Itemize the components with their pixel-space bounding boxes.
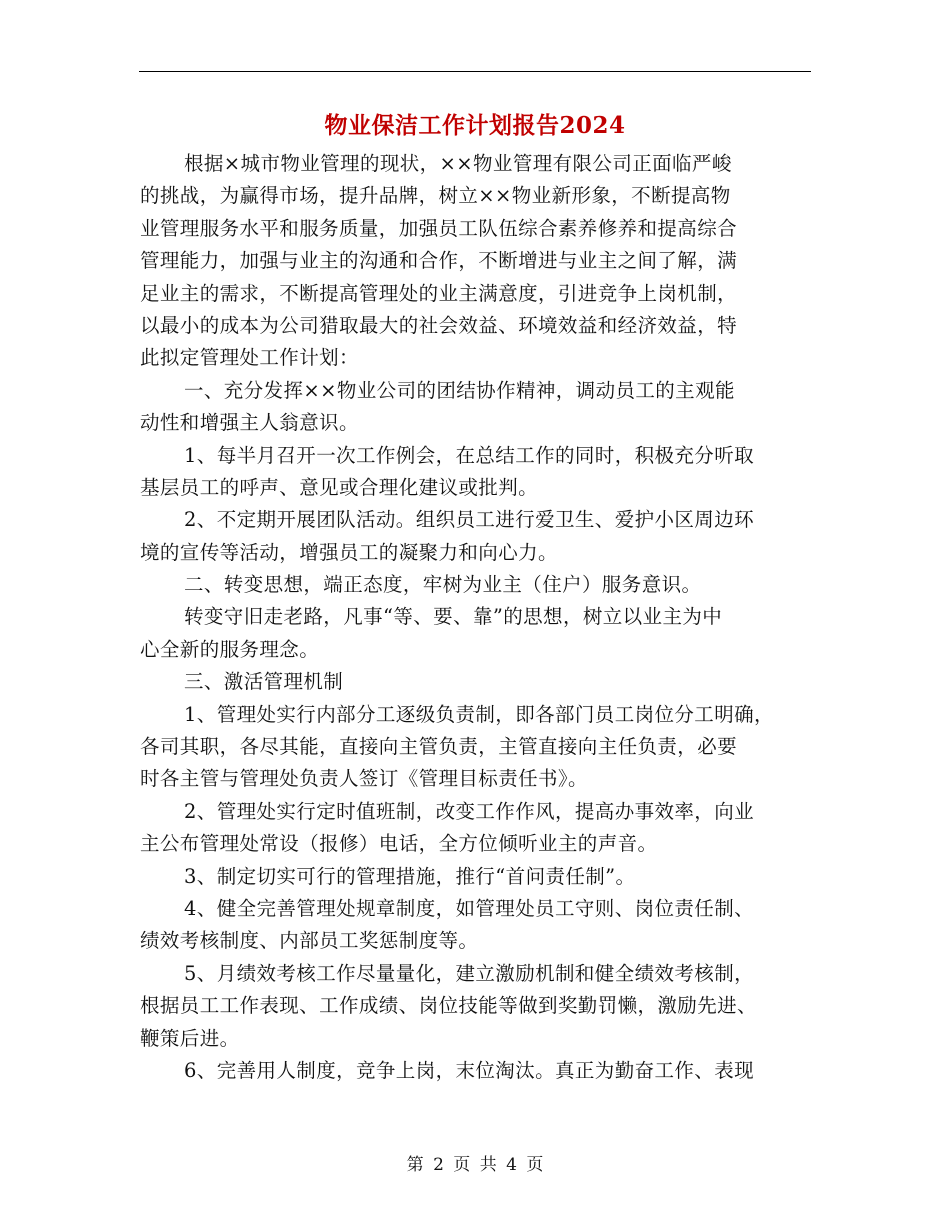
document-body: [140, 148, 812, 1087]
text-line: 足业主的需求，不断提高管理处的业主满意度，引进竞争上岗机制，: [140, 281, 738, 305]
text-line: 转变守旧走老路，凡事“等、要、靠”的思想，树立以业主为中: [184, 605, 723, 629]
text-line: 三、激活管理机制: [184, 670, 344, 694]
text-line: 以最小的成本为公司猎取最大的社会效益、环境效益和经济效益，特: [140, 313, 738, 337]
text-line: 的挑战，为赢得市场，提升品牌，树立××物业新形象，不断提高物: [140, 184, 731, 208]
text-line: 动性和增强主人翁意识。: [140, 411, 359, 435]
text-line: 3、制定切实可行的管理措施，推行“首问责任制”。: [184, 864, 636, 888]
text-line: 主公布管理处常设（报修）电话，全方位倾听业主的声音。: [140, 832, 658, 856]
text-line: 绩效考核制度、内部员工奖惩制度等。: [140, 929, 479, 953]
text-line: 4、健全完善管理处规章制度，如管理处员工守则、岗位责任制、: [184, 896, 755, 920]
text-line: 2、管理处实行定时值班制，改变工作作风，提高办事效率，向业: [184, 799, 755, 823]
text-line: 管理能力，加强与业主的沟通和合作，不断增进与业主之间了解，满: [140, 249, 738, 273]
text-line: 2、不定期开展团队活动。组织员工进行爱卫生、爱护小区周边环: [184, 508, 755, 532]
text-line: 二、转变思想，端正态度，牢树为业主（住户）服务意识。: [184, 573, 702, 597]
text-line: 此拟定管理处工作计划：: [140, 346, 359, 370]
header-rule: [139, 71, 811, 72]
document-title: 物业保洁工作计划报告2024: [324, 112, 626, 139]
text-line: 1、管理处实行内部分工逐级负责制，即各部门员工岗位分工明确，: [184, 702, 774, 726]
text-line: 一、充分发挥××物业公司的团结协作精神，调动员工的主观能: [184, 378, 735, 402]
text-line: 心全新的服务理念。: [140, 637, 320, 661]
text-line: 6、完善用人制度，竞争上岗，末位淘汰。真正为勤奋工作、表现: [184, 1058, 755, 1082]
text-line: 业管理服务水平和服务质量，加强员工队伍综合素养修养和提高综合: [140, 216, 738, 240]
text-line: 1、每半月召开一次工作例会，在总结工作的同时，积极充分听取: [184, 443, 755, 467]
text-line: 境的宣传等活动，增强员工的凝聚力和向心力。: [140, 540, 558, 564]
text-line: 鞭策后进。: [140, 1026, 240, 1050]
text-line: 时各主管与管理处负责人签订《管理目标责任书》。: [140, 767, 588, 791]
page-number: 第 2 页 共 4 页: [406, 1155, 544, 1175]
text-line: 5、月绩效考核工作尽量量化，建立激励机制和健全绩效考核制，: [184, 961, 755, 985]
text-line: 根据×城市物业管理的现状，××物业管理有限公司正面临严峻: [184, 152, 732, 175]
text-line: 根据员工工作表现、工作成绩、岗位技能等做到奖勤罚懒，激励先进、: [140, 994, 757, 1018]
text-line: 各司其职，各尽其能，直接向主管负责，主管直接向主任负责，必要: [140, 735, 738, 759]
text-line: 基层员工的呼声、意见或合理化建议或批判。: [140, 475, 539, 499]
